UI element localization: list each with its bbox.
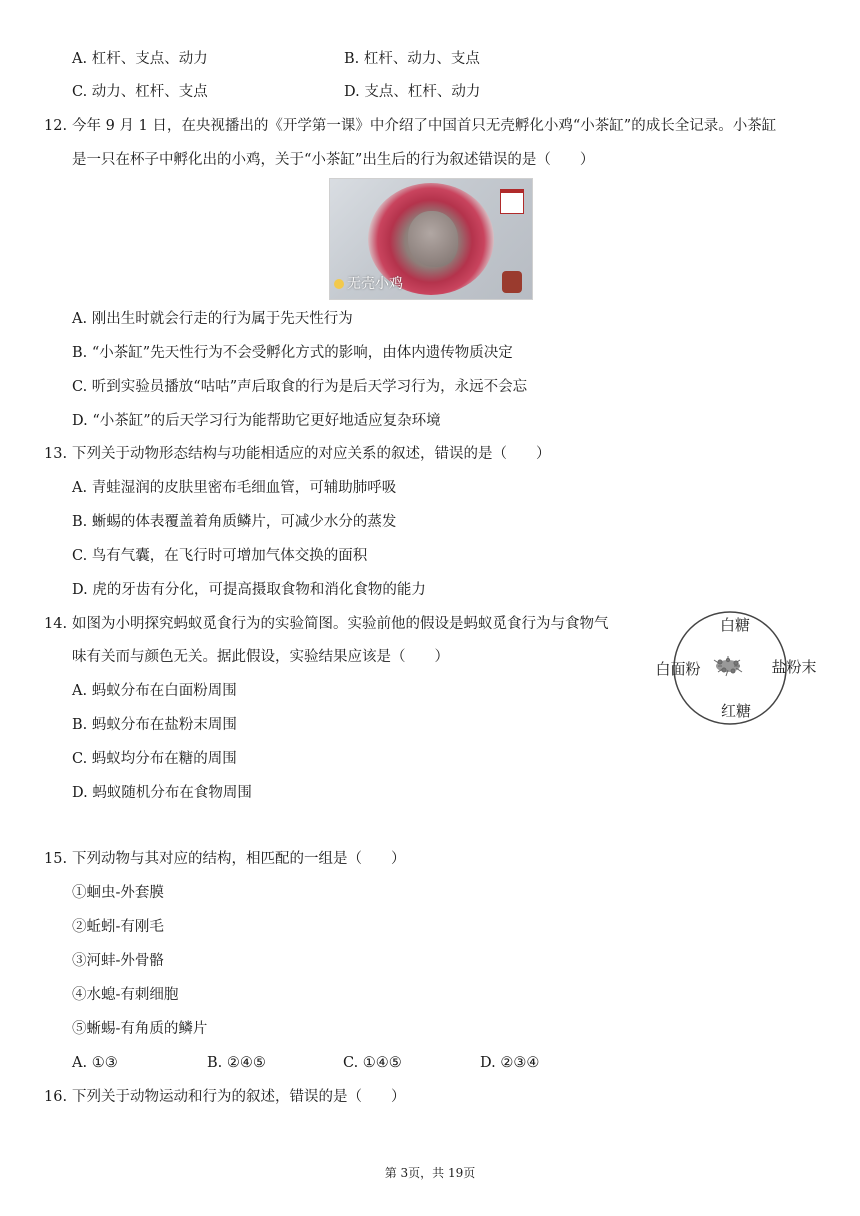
logo-icon bbox=[502, 271, 522, 293]
q11-option-d: D. 支点、杠杆、动力 bbox=[344, 84, 481, 100]
q15-item-3: ③河蚌-外骨骼 bbox=[72, 953, 164, 969]
q14-option-b: B. 蚂蚁分布在盐粉末周围 bbox=[72, 717, 237, 733]
q14-option-c: C. 蚂蚁均分布在糖的周围 bbox=[72, 751, 237, 767]
photo-caption: 无壳小鸡 bbox=[334, 273, 403, 293]
q12-number: 12. bbox=[44, 118, 68, 134]
q12-option-a: A. 刚出生时就会行走的行为属于先天性行为 bbox=[72, 311, 353, 327]
q15-stem: 下列动物与其对应的结构，相匹配的一组是（ ） bbox=[72, 851, 406, 867]
q15-option-d: D. ②③④ bbox=[480, 1055, 540, 1071]
q13-option-c: C. 鸟有气囊，在飞行时可增加气体交换的面积 bbox=[72, 548, 368, 564]
q13-stem: 下列关于动物形态结构与功能相适应的对应关系的叙述，错误的是（ ） bbox=[72, 446, 551, 462]
label-salt-powder: 盐粉末 bbox=[771, 658, 817, 676]
label-white-flour: 白面粉 bbox=[655, 660, 701, 678]
chick-shape bbox=[408, 211, 458, 267]
q13-number: 13. bbox=[44, 446, 68, 462]
q11-option-c: C. 动力、杠杆、支点 bbox=[72, 84, 208, 100]
q12-option-d: D. “小茶缸”的后天学习行为能帮助它更好地适应复杂环境 bbox=[72, 413, 441, 429]
q15-item-5: ⑤蜥蜴-有角质的鳞片 bbox=[72, 1021, 208, 1037]
q13-option-b: B. 蜥蜴的体表覆盖着角质鳞片，可减少水分的蒸发 bbox=[72, 514, 397, 530]
q13-option-d: D. 虎的牙齿有分化，可提高摄取食物和消化食物的能力 bbox=[72, 582, 426, 598]
q15-option-b: B. ②④⑤ bbox=[207, 1055, 266, 1071]
sun-icon bbox=[334, 279, 344, 289]
label-brown-sugar: 红糖 bbox=[720, 702, 752, 720]
q14-option-a: A. 蚂蚁分布在白面粉周围 bbox=[72, 683, 237, 699]
q15-number: 15. bbox=[44, 851, 68, 867]
q15-option-a: A. ①③ bbox=[72, 1055, 118, 1071]
q14-number: 14. bbox=[44, 616, 68, 632]
q15-option-c: C. ①④⑤ bbox=[343, 1055, 402, 1071]
q14-stem-line1: 如图为小明探究蚂蚁觅食行为的实验简图。实验前他的假设是蚂蚁觅食行为与食物气 bbox=[72, 616, 609, 632]
stamp-icon bbox=[500, 189, 524, 214]
q11-option-a: A. 杠杆、支点、动力 bbox=[72, 51, 208, 67]
chick-photo bbox=[329, 178, 533, 300]
ant-cluster-icon bbox=[714, 656, 742, 676]
q15-item-4: ④水螅-有刺细胞 bbox=[72, 987, 179, 1003]
label-white-sugar: 白糖 bbox=[719, 616, 751, 634]
q12-option-b: B. “小茶缸”先天性行为不会受孵化方式的影响，由体内遗传物质决定 bbox=[72, 345, 513, 361]
q16-number: 16. bbox=[44, 1089, 68, 1105]
q16-stem: 下列关于动物运动和行为的叙述，错误的是（ ） bbox=[72, 1089, 406, 1105]
ant-experiment-diagram bbox=[648, 610, 820, 728]
q14-option-d: D. 蚂蚁随机分布在食物周围 bbox=[72, 785, 252, 801]
q14-stem-line2: 味有关而与颜色无关。据此假设，实验结果应该是（ ） bbox=[72, 649, 449, 665]
q13-option-a: A. 青蛙湿润的皮肤里密布毛细血管，可辅助肺呼吸 bbox=[72, 480, 397, 496]
q15-item-1: ①蛔虫-外套膜 bbox=[72, 885, 164, 901]
q11-option-b: B. 杠杆、动力、支点 bbox=[344, 51, 480, 67]
q12-option-c: C. 听到实验员播放“咕咕”声后取食的行为是后天学习行为，永远不会忘 bbox=[72, 379, 528, 395]
page-footer: 第 3页，共 19页 bbox=[384, 1166, 476, 1180]
q15-item-2: ②蚯蚓-有刚毛 bbox=[72, 919, 164, 935]
q12-stem-line2: 是一只在杯子中孵化出的小鸡，关于“小茶缸”出生后的行为叙述错误的是（ ） bbox=[72, 152, 595, 168]
q12-stem-line1: 今年 9 月 1 日，在央视播出的《开学第一课》中介绍了中国首只无壳孵化小鸡“小茶缸”的成长全记录。小茶缸 bbox=[72, 118, 777, 134]
